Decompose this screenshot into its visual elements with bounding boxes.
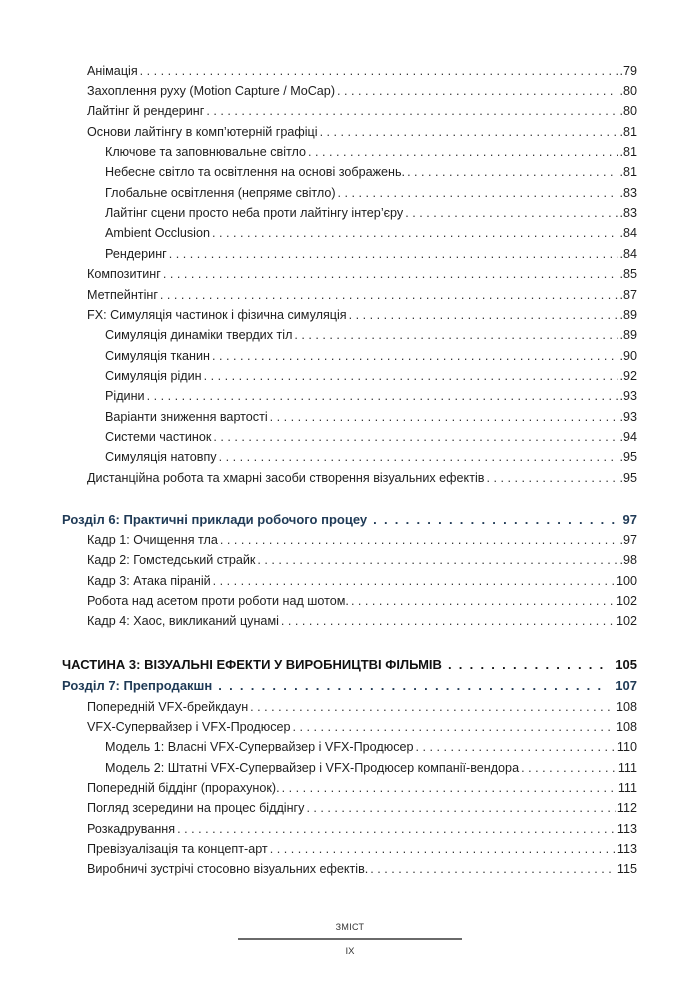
toc-entry[interactable] [105,447,637,467]
toc-entry-page: .83 [619,206,637,220]
toc-entry[interactable] [87,101,637,121]
toc-entry-page: .89 [619,308,637,322]
dot-leader [306,798,615,818]
toc-entry-page: .94 [619,430,637,444]
toc-entry-title: Композитинг [87,267,161,281]
toc-entry-page: .89 [619,328,637,342]
toc-entry[interactable] [105,325,637,345]
toc-entry-title: Модель 1: Власні VFX-Супервайзер і VFX-Продюсер [105,740,414,754]
dot-leader [370,859,616,879]
dot-leader [160,285,619,305]
dot-leader [212,223,618,243]
dot-leader [308,142,619,162]
toc-entry-title: Глобальне освітлення (непряме світло) [105,186,336,200]
toc-entry-title: Небесне світло та освітлення на основі зображень. [105,165,406,179]
toc-entry[interactable] [87,305,637,325]
dot-leader [281,611,615,631]
toc-entry-page: .87 [619,288,637,302]
toc-entry-page: .95 [619,450,637,464]
toc-entry[interactable] [87,819,637,839]
toc-entry-title: Кадр 2: Гомстедський страйк [87,553,256,567]
toc-entry[interactable] [87,571,637,591]
toc-entry[interactable] [105,427,637,447]
dot-leader [213,571,615,591]
toc-entry-page: 102 [615,594,637,608]
toc-entry-page: 100 [615,574,637,588]
dot-leader [212,346,619,366]
dot-leader [169,244,619,264]
toc-entry[interactable] [105,758,637,778]
dot-leader [320,122,619,142]
toc-entry-page: .80 [619,84,637,98]
toc-entry-page: 113 [616,842,637,856]
toc-entry-title: Анімація [87,64,138,78]
toc-entry-page: .81 [619,125,637,139]
dot-leader [219,447,619,467]
toc-entry-title: Дистанційна робота та хмарні засоби створення візуальних ефектів [87,471,485,485]
dot-leader [416,737,616,757]
toc-entry-title: Виробничі зустрічі стосовно візуальних ефектів. [87,862,369,876]
toc-entry[interactable] [87,859,637,879]
dot-leader [270,839,616,859]
toc-entry-page: .98 [619,553,637,567]
toc-entry-page: .83 [619,186,637,200]
toc-entry[interactable] [105,737,637,757]
toc-entry[interactable] [87,591,637,611]
toc-entry-page: 97 [622,512,637,527]
toc-entry-title: Кадр 1: Очищення тла [87,533,218,547]
toc-entry[interactable] [105,244,637,264]
toc-part-heading[interactable] [62,655,637,675]
toc-entry-page: .93 [619,410,637,424]
dot-leader [213,427,618,447]
toc-entry[interactable] [105,223,637,243]
toc-entry[interactable] [87,798,637,818]
toc-entry[interactable] [105,162,637,182]
toc-entry-page: .97 [619,533,637,547]
toc-entry-page: .93 [619,389,637,403]
toc-entry-title: Ambient Occlusion [105,226,210,240]
dot-leader [257,550,618,570]
dot-leader [140,61,619,81]
toc-entry-title: Системи частинок [105,430,212,444]
dot-leader [204,366,619,386]
toc-entry[interactable] [105,366,637,386]
dot-leader [405,203,618,223]
toc-entry[interactable] [87,778,637,798]
toc-entry[interactable] [105,386,637,406]
toc-entry[interactable] [87,697,637,717]
dot-leader [218,676,609,696]
toc-entry-title: Кадр 4: Хаос, викликаний цунамі [87,614,279,628]
toc-entry[interactable] [105,142,637,162]
toc-section-heading[interactable] [62,510,637,530]
dot-leader [177,819,616,839]
toc-entry[interactable] [105,407,637,427]
toc-entry[interactable] [87,122,637,142]
toc-entry-page: 110 [616,740,637,754]
toc-entry-page: .79 [619,64,637,78]
dot-leader [163,264,619,284]
toc-entry-page: 107 [615,678,637,693]
dot-leader [521,758,617,778]
toc-entry-title: Превізуалізація та концепт-арт [87,842,268,856]
toc-entry-title: Попередній VFX-брейкдаун [87,700,249,714]
toc-entry-page: .92 [619,369,637,383]
dot-leader [220,530,619,550]
toc-entry[interactable] [87,839,637,859]
toc-entry-title: Погляд зсередини на процес біддінгу [87,801,305,815]
toc-entry-title: Лайтінг сцени просто неба проти лайтінгу інтер’єру [105,206,404,220]
toc-entry-page: 105 [615,657,637,672]
dot-leader [337,81,618,101]
footer-divider [238,938,462,940]
toc-entry-page: 113 [616,822,637,836]
toc-entry[interactable] [105,183,637,203]
toc-entry-page: .84 [619,226,637,240]
dot-leader [282,778,617,798]
toc-entry[interactable] [87,530,637,550]
dot-leader [294,325,618,345]
toc-section-heading[interactable] [62,676,637,696]
toc-entry-page: 108 [615,700,637,714]
toc-entry-title: Захоплення руху (Motion Capture / MoCap) [87,84,336,98]
toc-entry-title: Симуляція натовпу [105,450,217,464]
toc-entry[interactable] [87,61,637,81]
page-number: IX [345,946,355,957]
toc-entry[interactable] [87,550,637,570]
toc-entry-title: Модель 2: Штатні VFX-Супервайзер і VFX-Продюсер компанії-вендора [105,761,520,775]
toc-entry-title: FX: Симуляція частинок і фізична симуляція [87,308,347,322]
toc-entry-page: .81 [619,165,637,179]
toc-entry[interactable] [105,346,637,366]
dot-leader [147,386,619,406]
toc-entry-page: .80 [619,104,637,118]
toc-entry-title: Рідини [105,389,145,403]
running-footer-label: ЗМІСТ [335,922,365,932]
toc-entry-title: Лайтінг й рендеринг [87,104,205,118]
toc-entry-page: .85 [619,267,637,281]
toc-entry-page: 115 [616,862,637,876]
toc-entry-page: .95 [619,471,637,485]
toc-entry[interactable] [87,468,637,488]
toc-entry[interactable] [87,611,637,631]
toc-entry-title: Симуляція рідин [105,369,202,383]
toc-entry-page: 102 [615,614,637,628]
dot-leader [206,101,618,121]
dot-leader [250,697,615,717]
toc-entry-title: Симуляція тканин [105,349,210,363]
toc-entry-title: ЧАСТИНА 3: ВІЗУАЛЬНІ ЕФЕКТИ У ВИРОБНИЦТВІ ФІЛЬМІВ [62,657,442,672]
toc-entry-title: Ключове та заповнювальне світло [105,145,306,159]
dot-leader [270,407,619,427]
toc-entry-page: .81 [619,145,637,159]
dot-leader [349,305,619,325]
toc-entry-title: Варіанти зниження вартості [105,410,268,424]
dot-leader [373,510,616,530]
toc-entry[interactable] [105,203,637,223]
toc-entry-page: .84 [619,247,637,261]
toc-entry-title: Розкадрування [87,822,176,836]
dot-leader [486,468,618,488]
toc-entry-page: 111 [617,781,637,795]
dot-leader [351,591,615,611]
toc-entry-title: Розділ 6: Практичні приклади робочого процеу [62,512,368,527]
toc-entry-title: VFX-Супервайзер і VFX-Продюсер [87,720,291,734]
toc-entry-page: .90 [619,349,637,363]
dot-leader [407,162,618,182]
toc-entry-title: Кадр 3: Атака піраній [87,574,211,588]
dot-leader [293,717,615,737]
toc-entry-title: Попередній біддінг (прорахунок). [87,781,280,795]
toc-entry-page: 108 [615,720,637,734]
toc-entry[interactable] [87,717,637,737]
toc-entry[interactable] [87,264,637,284]
toc-entry[interactable] [87,285,637,305]
toc-entry-title: Розділ 7: Препродакшн [62,678,213,693]
toc-entry-title: Робота над асетом проти роботи над шотом. [87,594,349,608]
toc-entry[interactable] [87,81,637,101]
toc-entry-title: Симуляція динаміки твердих тіл [105,328,293,342]
toc-entry-page: 112 [616,801,637,815]
dot-leader [338,183,619,203]
toc-entry-title: Основи лайтінгу в комп’ютерній графіці [87,125,318,139]
dot-leader [448,655,609,675]
toc-entry-page: 111 [617,761,637,775]
toc-entry-title: Рендеринг [105,247,167,261]
toc-entry-title: Метпейнтінг [87,288,158,302]
